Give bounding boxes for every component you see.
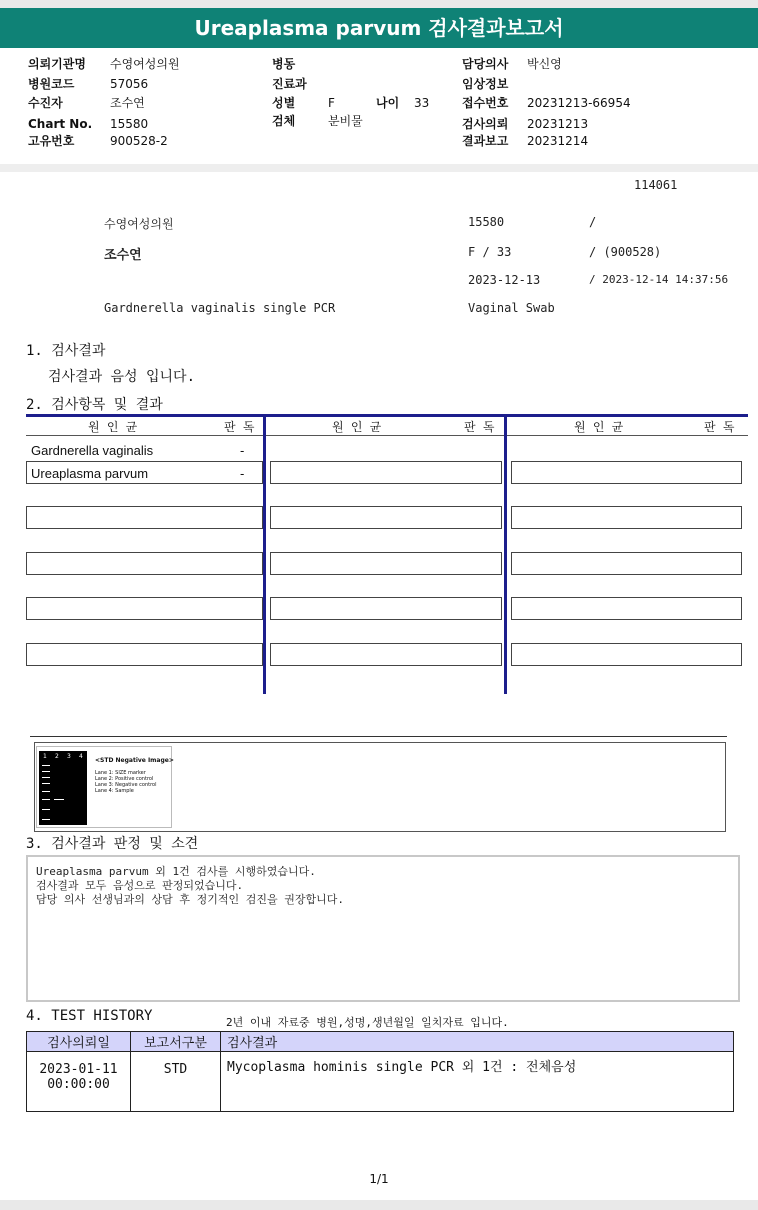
result-header: 판 독: [224, 420, 255, 434]
opinion-line: Ureaplasma parvum 외 1건 검사를 시행하였습니다.: [36, 865, 316, 878]
results-table-top-rule: [26, 414, 748, 417]
hospital-code-label: 병원코드: [28, 77, 75, 91]
receipt-no-value: 20231213-66954: [527, 96, 631, 110]
summary-hospital: 수영여성의원: [104, 217, 174, 231]
history-table: [26, 1031, 734, 1112]
result-cell: [26, 643, 263, 666]
gel-band: [42, 771, 50, 772]
age-value: 33: [414, 96, 430, 110]
gel-electrophoresis-picture: [39, 751, 87, 825]
chart-no-label: Chart No.: [28, 117, 93, 131]
result-header: 판 독: [464, 420, 495, 434]
patient-value: 조수연: [110, 96, 145, 110]
dept-label: 진료과: [272, 77, 307, 91]
age-label: 나이: [376, 96, 400, 110]
request-date-label: 검사의뢰: [462, 117, 509, 131]
clinical-info-label: 임상정보: [462, 77, 509, 91]
column-header-3: [506, 418, 748, 434]
column-header-1: [26, 418, 264, 434]
doctor-label: 담당의사: [462, 57, 509, 71]
history-col-date: 검사의뢰일: [27, 1032, 131, 1052]
gel-legend-line: Lane 1: SIZE marker: [95, 770, 146, 776]
result-cell: [511, 552, 742, 575]
gel-legend-line: Lane 4: Sample: [95, 788, 134, 794]
specimen-label: 검체: [272, 114, 296, 128]
hospital-name-label: 의뢰기관명: [28, 57, 86, 71]
sex-value: F: [328, 96, 335, 110]
column-header-2: [266, 418, 506, 434]
unique-no-label: 고유번호: [28, 134, 75, 148]
summary-patient: 조수연: [104, 248, 142, 263]
gel-band: [42, 819, 50, 820]
section2-heading: 2. 검사항목 및 결과: [26, 397, 163, 413]
page-number: 1/1: [369, 1172, 389, 1186]
summary-id-part: / (900528): [589, 245, 662, 259]
gel-image: [36, 746, 172, 828]
bottom-border: [0, 1200, 758, 1210]
top-border: [0, 0, 758, 8]
opinion-line: 담당 의사 선생님과의 상담 후 정기적인 검진을 권장합니다.: [36, 893, 345, 906]
history-date-cell: [27, 1052, 131, 1112]
summary-chart-no: 15580: [468, 215, 505, 229]
history-note: 2년 이내 자료중 병원,성명,생년월일 일치자료 입니다.: [226, 1016, 509, 1029]
result-cell: [26, 506, 263, 529]
header-separator: [0, 164, 758, 172]
result-cell: [26, 552, 263, 575]
report-date-label: 결과보고: [462, 134, 509, 148]
result-cell: [270, 597, 502, 620]
chart-no-value: 15580: [110, 117, 149, 131]
pathogen-header: 원 인 균: [332, 420, 382, 434]
result-header: 판 독: [704, 420, 735, 434]
sex-label: 성별: [272, 96, 296, 110]
history-col-type: 보고서구분: [131, 1032, 221, 1052]
section3-heading: 3. 검사결과 판정 및 소견: [26, 836, 199, 852]
summary-specimen: Vaginal Swab: [468, 301, 555, 315]
gel-band: [42, 791, 50, 792]
hospital-code-value: 57056: [110, 77, 149, 91]
report-title: Ureaplasma parvum 검사결과보고서: [0, 8, 758, 48]
request-date-value: 20231213: [527, 117, 589, 131]
gel-band: [42, 799, 50, 800]
opinion-box: [26, 855, 740, 1002]
history-result: Mycoplasma hominis single PCR 외 1건 : 전체음성: [221, 1052, 734, 1112]
section1-text: 검사결과 음성 입니다.: [48, 369, 196, 385]
result-cell: [270, 552, 502, 575]
summary-slash: /: [589, 215, 597, 229]
summary-request-date: 2023-12-13: [468, 273, 541, 287]
gel-image-title: <STD Negative Image>: [95, 757, 174, 764]
gel-band: [42, 777, 50, 778]
opinion-line: 검사결과 모두 음성으로 판정되었습니다.: [36, 879, 244, 892]
summary-test-name: Gardnerella vaginalis single PCR: [104, 301, 336, 315]
image-separator: [30, 736, 727, 737]
lane-number: 4: [79, 753, 83, 760]
unique-no-value: 900528-2: [110, 134, 168, 148]
summary-sex-age: F / 33: [468, 245, 512, 259]
results-header-rule: [26, 435, 748, 436]
result-row-2-value: -: [240, 466, 245, 481]
specimen-value: 분비물: [328, 114, 363, 128]
gel-band: [42, 765, 50, 766]
gel-legend-line: Lane 3: Negative control: [95, 782, 157, 788]
gel-band: [54, 799, 64, 800]
result-cell: [511, 461, 742, 484]
summary-report-datetime: / 2023-12-14 14:37:56: [589, 273, 729, 286]
lane-number: 3: [67, 753, 71, 760]
results-column-divider-1: [263, 414, 266, 694]
report-date-value: 20231214: [527, 134, 589, 148]
result-row-1-value: -: [240, 443, 245, 458]
pathogen-header: 원 인 균: [88, 420, 138, 434]
results-column-divider-2: [504, 414, 507, 694]
result-row-1-name: Gardnerella vaginalis: [31, 443, 154, 458]
pathogen-header: 원 인 균: [574, 420, 624, 434]
summary-code: 114061: [634, 178, 678, 192]
result-row-2-name: Ureaplasma parvum: [31, 466, 149, 481]
gel-legend-line: Lane 2: Positive control: [95, 776, 154, 782]
result-cell: [511, 597, 742, 620]
history-date: 2023-01-11: [39, 1062, 118, 1077]
history-col-result: 검사결과: [221, 1032, 734, 1052]
ward-label: 병동: [272, 57, 296, 71]
lane-number: 2: [55, 753, 59, 760]
result-cell: [270, 506, 502, 529]
history-header-row: [27, 1032, 734, 1052]
lane-number: 1: [43, 753, 47, 760]
result-cell: [270, 643, 502, 666]
history-time: 00:00:00: [47, 1077, 110, 1092]
gel-band: [42, 809, 50, 810]
doctor-value: 박신영: [527, 57, 562, 71]
result-cell: [26, 597, 263, 620]
patient-label: 수진자: [28, 96, 63, 110]
hospital-name-value: 수영여성의원: [110, 57, 180, 71]
section1-heading: 1. 검사결과: [26, 343, 106, 359]
result-cell: [511, 506, 742, 529]
result-cell: [511, 643, 742, 666]
section4-heading: 4. TEST HISTORY: [26, 1008, 153, 1024]
receipt-no-label: 접수번호: [462, 96, 509, 110]
result-cell: [270, 461, 502, 484]
history-type: STD: [131, 1052, 221, 1112]
table-row: [27, 1052, 734, 1112]
gel-band: [42, 783, 50, 784]
